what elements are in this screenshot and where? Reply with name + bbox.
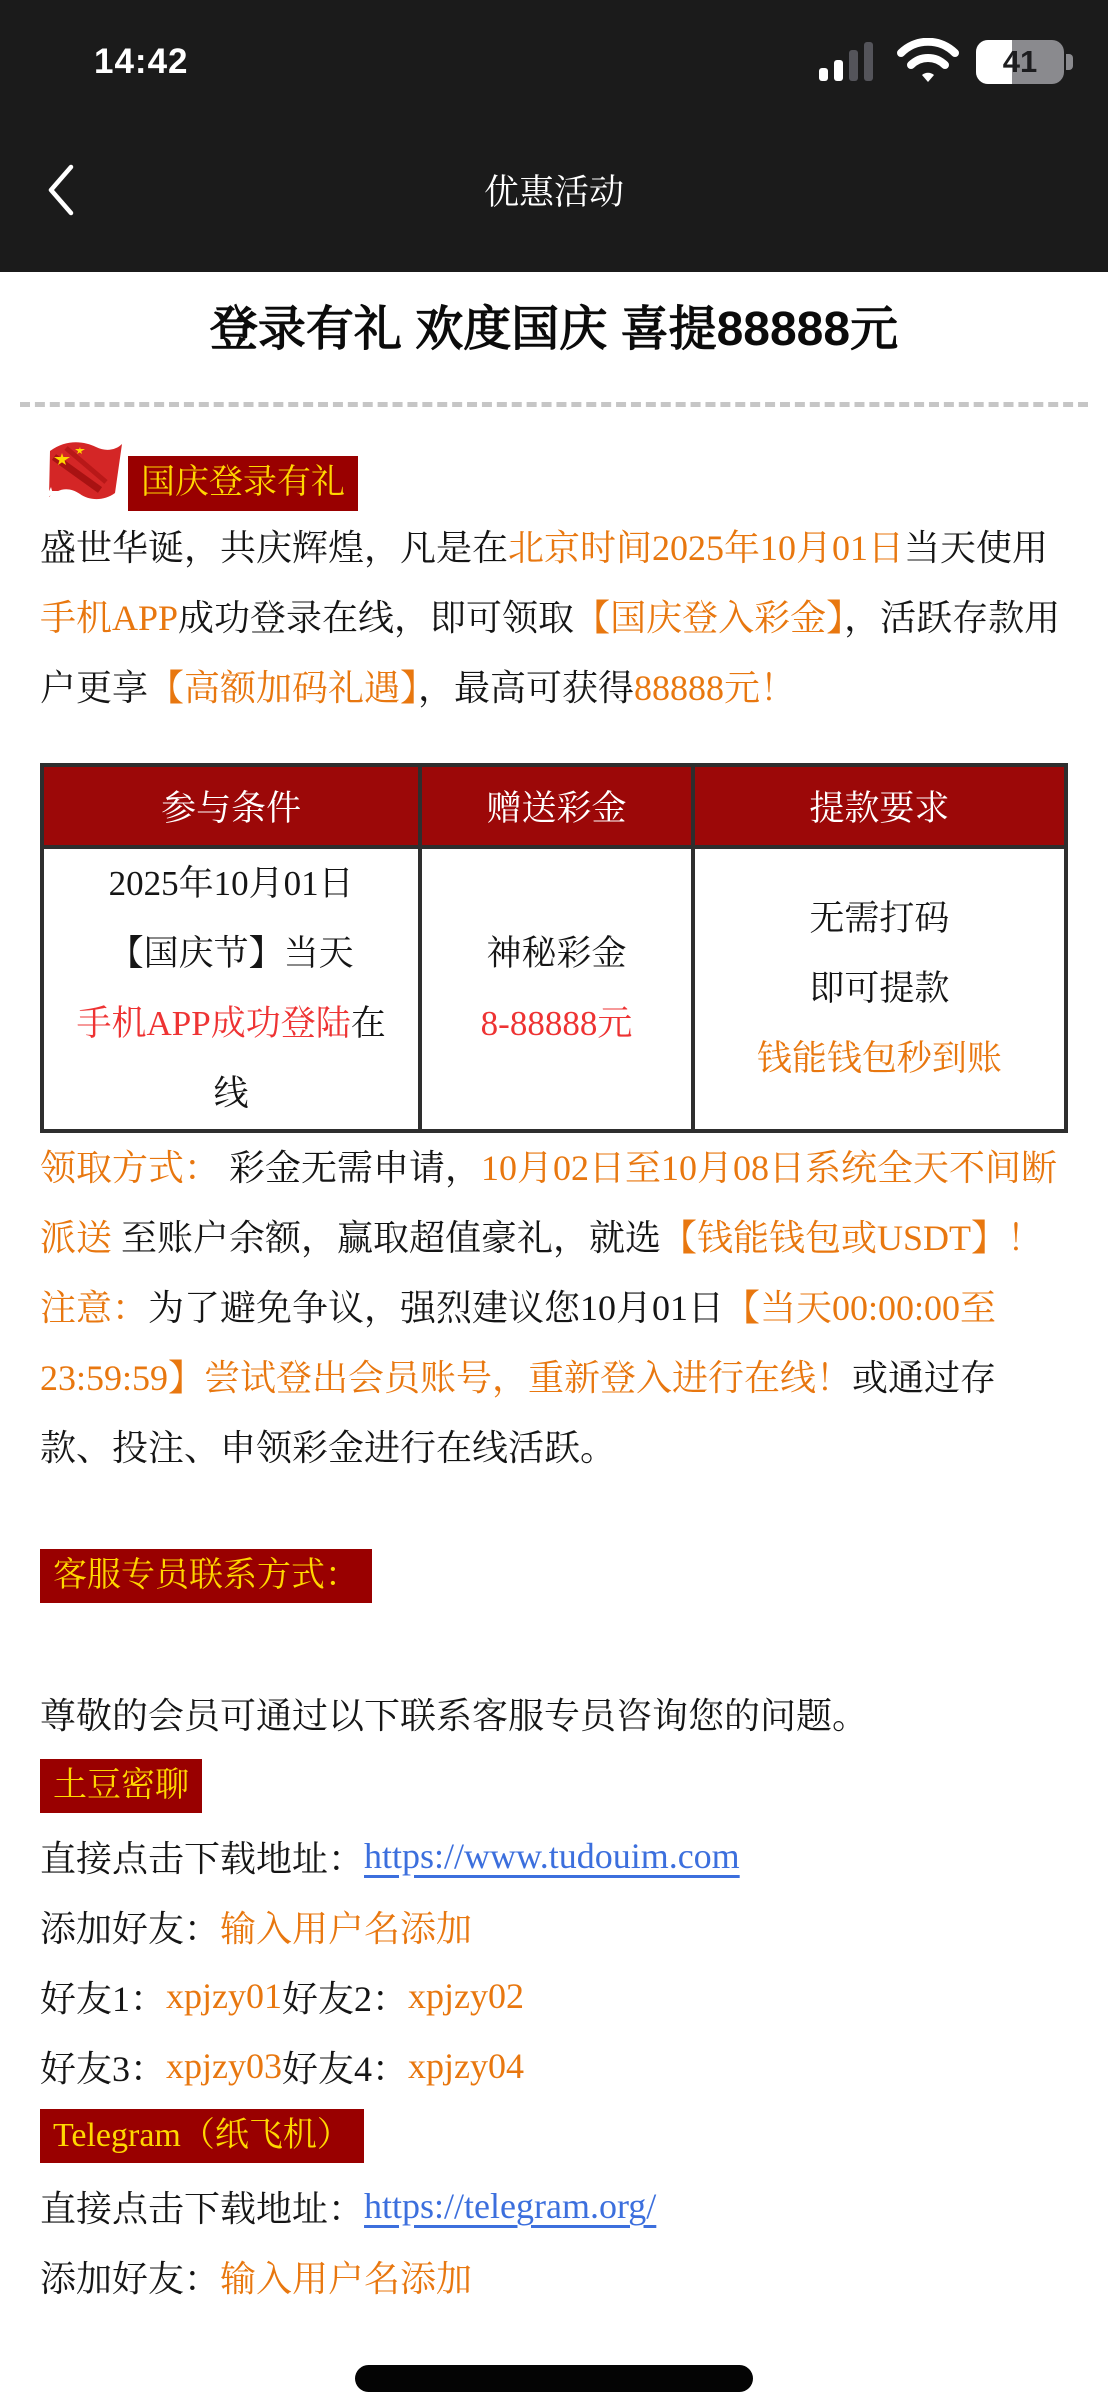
cellular-signal-icon — [818, 39, 880, 85]
cell-line: 钱能钱包秒到账 — [756, 1039, 1002, 1078]
table-header-condition: 参与条件 — [42, 765, 420, 847]
cell-line: 即可提款 — [809, 969, 950, 1008]
claim-paragraph: 领取方式： 彩金无需申请，10月02日至10月08日系统全天不间断派送 至账户余额，赢取超值豪礼，就选【钱能钱包或USDT】！ — [40, 1148, 1058, 1258]
tudou-friends-row-1: 好友1： xpjzy01 好友2： xpjzy02 — [40, 1976, 524, 2019]
download-label: 直接点击下载地址： — [40, 2188, 365, 2229]
telegram-badge: Telegram（纸飞机） — [40, 2109, 364, 2164]
add-friend-value: 输入用户名添加 — [220, 2258, 473, 2299]
table-cell-bonus — [420, 847, 693, 1131]
event-heading-row — [40, 435, 1068, 513]
status-time: 14:42 — [94, 42, 189, 81]
wifi-icon — [896, 38, 960, 86]
contact-badge: 客服专员联系方式： — [40, 1549, 372, 1604]
status-icons — [818, 38, 1064, 86]
notice-paragraph: 注意：为了避免争议，强烈建议您10月01日【当天00:00:00至23:59:59】尝试登出会员账号，重新登入进行在线！或通过存款、投注、申领彩金进行在线活跃。 — [40, 1288, 997, 1468]
event-badge: 国庆登录有礼 — [128, 456, 358, 511]
telegram-download-link[interactable]: https://telegram.org/ — [364, 2186, 657, 2226]
top-bar — [0, 0, 1108, 272]
cell-line: 8-88888元 — [480, 1004, 633, 1043]
promo-table — [40, 763, 1068, 1133]
tudou-add-row — [40, 1891, 1068, 1961]
contact-badge-row — [40, 1541, 1068, 1611]
cell-line: 无需打码 — [809, 899, 950, 938]
add-friend-label: 添加好友： — [40, 1908, 221, 1949]
home-indicator[interactable] — [355, 2365, 753, 2392]
cell-line: 手机APP成功登陆在 — [76, 1004, 386, 1043]
cell-line: 2025年10月01日 — [108, 864, 354, 903]
battery-percent: 41 — [1002, 44, 1038, 79]
tudou-download-row — [40, 1821, 1068, 1891]
download-label: 直接点击下载地址： — [40, 1838, 365, 1879]
telegram-download-row — [40, 2171, 1068, 2241]
telegram-add-row — [40, 2241, 1068, 2311]
status-bar — [0, 0, 1108, 110]
cell-line: 【国庆节】当天 — [108, 934, 354, 973]
page-title: 登录有礼 欢度国庆 喜提88888元 — [209, 303, 899, 356]
dashed-divider — [20, 402, 1088, 407]
nav-bar — [0, 110, 1108, 270]
tudou-badge: 土豆密聊 — [40, 1759, 202, 1814]
table-body-row — [42, 847, 1066, 1131]
table-cell-condition — [42, 847, 420, 1131]
telegram-badge-row — [40, 2101, 1068, 2171]
battery-nub — [1066, 54, 1073, 70]
tudou-badge-row — [40, 1751, 1068, 1821]
add-friend-value: 输入用户名添加 — [220, 1908, 473, 1949]
table-cell-withdraw — [693, 847, 1066, 1131]
promo-content — [0, 300, 1108, 2311]
add-friend-label: 添加好友： — [40, 2258, 221, 2299]
back-button[interactable] — [44, 160, 88, 220]
china-flag-icon — [40, 435, 126, 513]
chevron-left-icon — [44, 162, 78, 218]
intro-paragraph: 盛世华诞，共庆辉煌，凡是在北京时间2025年10月01日当天使用手机APP成功登录在线，即可领取【国庆登入彩金】，活跃存款用户更享【高额加码礼遇】，最高可获得88888元！ — [40, 528, 1061, 708]
contact-intro: 尊敬的会员可通过以下联系客服专员咨询您的问题。 — [40, 1696, 869, 1736]
table-header-bonus: 赠送彩金 — [420, 765, 693, 847]
tudou-download-link[interactable]: https://www.tudouim.com — [364, 1836, 740, 1876]
table-header-row — [42, 765, 1066, 847]
cell-line: 线 — [213, 1074, 249, 1113]
battery-icon — [976, 40, 1064, 84]
cell-line: 神秘彩金 — [486, 934, 627, 973]
table-header-withdraw: 提款要求 — [693, 765, 1066, 847]
tudou-friends-row-2: 好友3： xpjzy03 好友4： xpjzy04 — [40, 2046, 524, 2089]
nav-title: 优惠活动 — [483, 173, 624, 212]
